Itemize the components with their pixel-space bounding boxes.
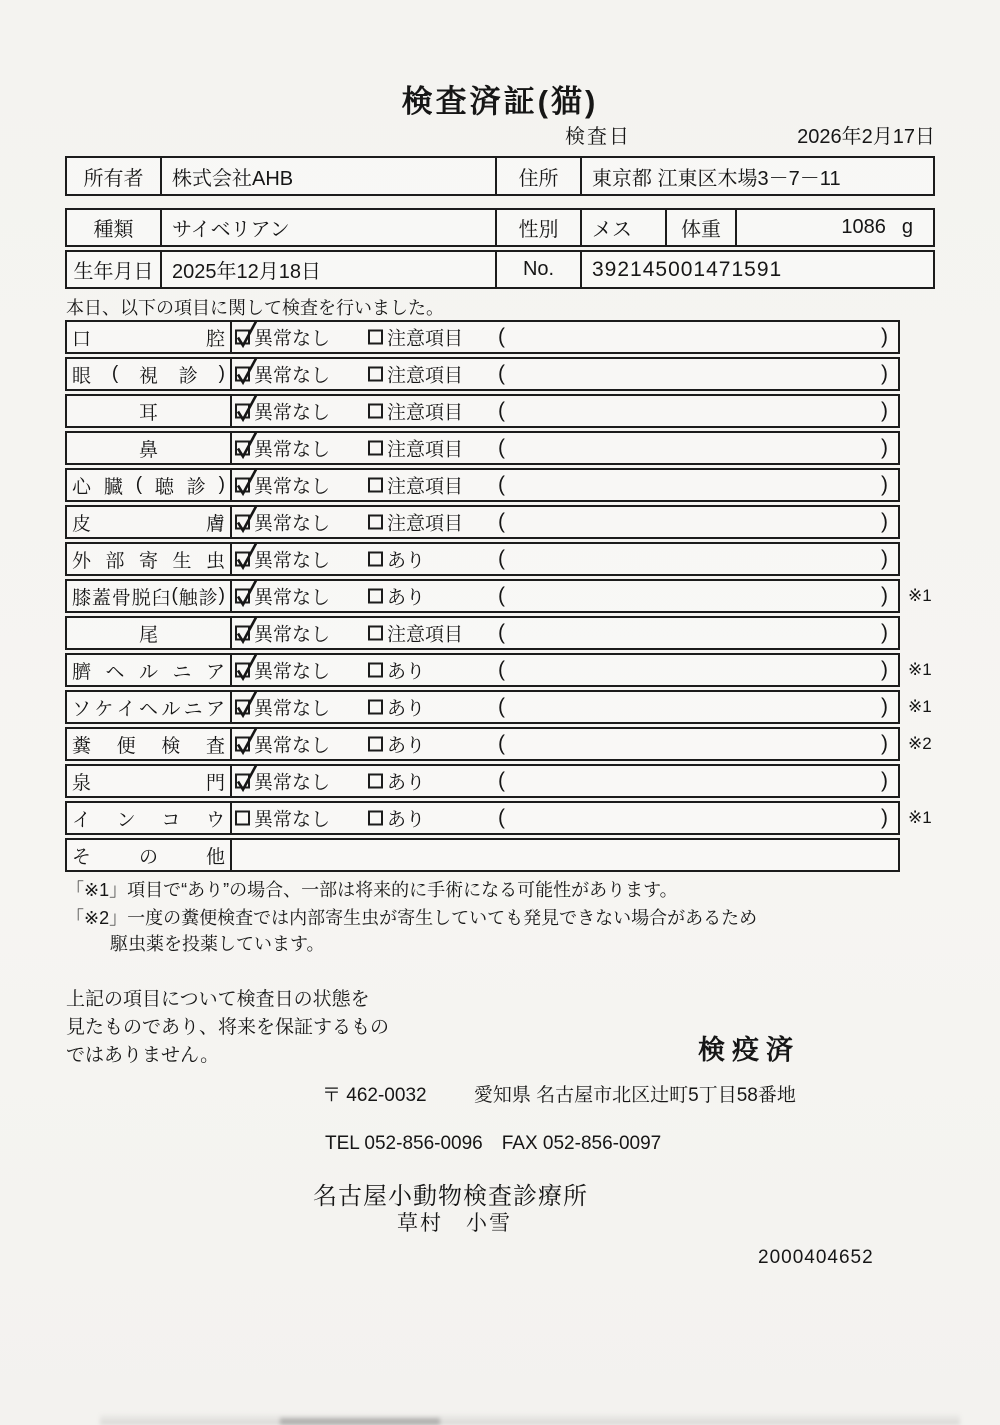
remarks-paren-open: ( [498,769,505,792]
remarks-paren-close: ) [881,658,888,681]
label-char: 査 [205,735,225,757]
exam-option [235,768,330,795]
exam-option [235,435,330,462]
check-mark-icon [234,391,259,424]
exam-row-content [232,470,898,500]
label-char: 腔 [205,328,225,350]
inspection-date-line [65,120,935,146]
owner-row [65,156,935,196]
footnote-2-line1: 「※2」一度の糞便検査では内部寄生虫が寄生していても発見できない場合があるため [66,908,758,928]
check-mark-icon [234,576,259,609]
reference-note: ※1 [908,660,932,679]
label-char: 虫 [205,550,225,572]
label-char: 他 [205,846,225,868]
option-label: あり [387,735,426,757]
exam-row-content [232,766,898,796]
exam-row-content [232,618,898,648]
checked-checkbox [235,737,250,752]
exam-item-label [67,840,232,870]
label-char: 耳 [138,402,158,424]
option-label: 注意項目 [387,365,464,387]
unchecked-checkbox [368,367,383,382]
exam-item-label [67,544,232,574]
option-label: 異常なし [254,402,331,424]
label-char: ソ [72,698,92,720]
exam-row [65,727,932,761]
inspection-date-label: 検査日 [565,126,631,148]
label-char: ニ [172,661,192,683]
clinic-tel-fax: TEL 052-856-0096 FAX 052-856-0097 [325,1133,662,1154]
label-char: 脱 [131,587,151,609]
remarks-paren-close: ) [881,769,888,792]
label-char: ) [218,474,225,495]
unchecked-checkbox [368,404,383,419]
remarks-paren-open: ( [498,436,505,459]
remarks-paren-close: ) [881,399,888,422]
birth-label: 生年月日 [67,252,162,287]
exam-row-content [232,322,898,352]
remarks-paren-close: ) [881,806,888,829]
check-mark-icon [234,761,259,794]
check-mark-icon [234,724,259,757]
exam-option [368,805,425,832]
footnote-1: 「※1」項目で“あり”の場合、一部は将来的に手術になる可能性があります。 [66,880,678,900]
label-char: 触 [178,587,198,609]
option-label: あり [387,772,426,794]
check-mark-icon [234,465,259,498]
label-char: ヘ [138,698,158,720]
remarks-paren-open: ( [498,695,505,718]
checked-checkbox [235,330,250,345]
label-char: ( [111,363,119,384]
remarks-paren-close: ) [881,510,888,533]
checked-checkbox [235,774,250,789]
option-label: 異常なし [254,624,331,646]
option-label: 異常なし [254,365,331,387]
scan-smudge [100,1413,960,1425]
option-label: 異常なし [254,587,331,609]
checked-checkbox [235,552,250,567]
option-label: 異常なし [254,809,331,831]
remarks-paren-close: ) [881,362,888,385]
option-label: あり [387,809,426,831]
remarks-paren-close: ) [881,473,888,496]
label-char: コ [161,809,181,831]
owner-value: 株式会社AHB [162,158,497,194]
exam-row-content [232,655,898,685]
exam-row-content [232,433,898,463]
label-char: ( [135,474,143,495]
checked-checkbox [235,663,250,678]
owner-label: 所有者 [67,158,162,194]
label-char: 糞 [72,735,92,757]
exam-option [235,509,330,536]
label-char: ニ [183,698,203,720]
unchecked-checkbox [368,441,383,456]
option-label: 異常なし [254,328,331,350]
exam-option [368,472,463,499]
label-char: 心 [72,476,92,498]
label-char: ヘ [105,661,125,683]
option-label: 注意項目 [387,439,464,461]
checked-checkbox [235,515,250,530]
remarks-paren-close: ) [881,732,888,755]
exam-option [235,731,330,758]
exam-row [65,801,932,835]
option-label: あり [387,661,426,683]
check-mark-icon [234,502,259,535]
remarks-paren-open: ( [498,547,505,570]
exam-option [235,361,330,388]
exam-item-label [67,396,232,426]
option-label: あり [387,550,426,572]
remarks-paren-close: ) [881,325,888,348]
quarantine-stamp: 検疫済 [698,1035,800,1065]
exam-row [65,394,900,428]
exam-option [368,361,463,388]
unchecked-checkbox [368,663,383,678]
label-char: 診 [198,587,218,609]
exam-option [368,731,425,758]
option-label: あり [387,587,426,609]
footnote-2-line2: 駆虫薬を投薬しています。 [110,934,325,954]
sex-label: 性別 [497,210,582,245]
check-mark-icon [234,613,259,646]
unchecked-checkbox [368,811,383,826]
exam-row [65,468,900,502]
option-label: 注意項目 [387,513,464,535]
checked-checkbox [235,478,250,493]
checked-checkbox [235,589,250,604]
check-mark-icon [234,354,259,387]
exam-option [235,398,330,425]
label-char: 皮 [72,513,92,535]
option-label: あり [387,698,426,720]
exam-row-content [232,581,898,611]
exam-item-label [67,729,232,759]
exam-option [368,435,463,462]
remarks-paren-open: ( [498,584,505,607]
option-label: 異常なし [254,439,331,461]
birth-row [65,250,935,289]
exam-row [65,542,900,576]
exam-row-content [232,359,898,389]
remarks-paren-open: ( [498,399,505,422]
exam-table [65,320,932,875]
no-label: No. [497,252,582,287]
reference-note: ※1 [908,586,932,605]
remarks-paren-open: ( [498,473,505,496]
option-label: 異常なし [254,513,331,535]
disclaimer-line2: 見たものであり、将来を保証するもの [66,1017,390,1038]
exam-row [65,690,932,724]
unchecked-checkbox [368,626,383,641]
unchecked-checkbox [368,515,383,530]
exam-option [235,620,330,647]
label-char: ) [218,363,225,384]
exam-row [65,653,932,687]
exam-row-content [232,507,898,537]
check-mark-icon [234,539,259,572]
exam-item-label [67,581,232,611]
exam-option [235,805,330,832]
exam-option [235,583,330,610]
exam-row [65,838,900,872]
exam-item-label [67,359,232,389]
label-char: ( [171,585,178,606]
exam-option [368,324,463,351]
remarks-paren-close: ) [881,584,888,607]
remarks-paren-close: ) [881,695,888,718]
option-label: 異常なし [254,550,331,572]
breed-value: サイベリアン [162,210,497,245]
exam-item-label [67,766,232,796]
label-char: 部 [105,550,125,572]
check-mark-icon [234,317,259,350]
option-label: 異常なし [254,476,331,498]
remarks-paren-open: ( [498,658,505,681]
label-char: 鼻 [138,439,158,461]
microchip-number: 392145001471591 [592,257,783,281]
reference-note: ※2 [908,734,932,753]
weight-unit: g [901,216,913,238]
exam-item-label [67,470,232,500]
option-label: 異常なし [254,735,331,757]
remarks-paren-close: ) [881,547,888,570]
intro-sentence: 本日、以下の項目に関して検査を行いました。 [66,298,444,318]
exam-row [65,320,900,354]
clinic-address-line [322,1080,796,1107]
inspection-date-value: 2026年2月17日 [797,126,935,148]
disclaimer-line1: 上記の項目について検査日の状態を [66,989,370,1010]
clinic-name: 名古屋小動物検査診療所 [313,1183,588,1210]
exam-row-content [232,840,898,870]
exam-option [235,546,330,573]
checked-checkbox [235,626,250,641]
label-char: 膚 [205,513,225,535]
exam-option [368,398,463,425]
breed-label: 種類 [67,210,162,245]
veterinarian-name: 草村 小雪 [397,1212,512,1235]
label-char: そ [72,846,92,868]
option-label: 異常なし [254,698,331,720]
label-char: イ [116,698,136,720]
exam-row [65,431,900,465]
remarks-paren-open: ( [498,621,505,644]
exam-option [235,657,330,684]
weight-label: 体重 [667,210,737,245]
unchecked-checkbox [368,737,383,752]
exam-option [368,657,425,684]
clinic-address: 愛知県 名古屋市北区辻町5丁目58番地 [473,1085,796,1106]
unchecked-checkbox [235,811,250,826]
exam-option [235,324,330,351]
label-char: 診 [186,476,206,498]
option-label: 注意項目 [387,402,464,424]
exam-item-label [67,803,232,833]
remarks-paren-close: ) [881,436,888,459]
exam-item-label [67,433,232,463]
exam-row-content [232,396,898,426]
disclaimer-line3: ではありません。 [66,1045,220,1066]
label-char: 口 [72,328,92,350]
option-label: 注意項目 [387,476,464,498]
exam-option [368,620,463,647]
exam-item-label [67,692,232,722]
label-char: 寄 [138,550,158,572]
page-title: 検査済証(猫) [401,84,599,119]
address-label: 住所 [497,158,582,194]
exam-row-content [232,729,898,759]
exam-row [65,505,900,539]
address-value: 東京都 江東区木場3－7－11 [592,167,841,190]
exam-option [368,509,463,536]
reference-note: ※1 [908,808,932,827]
label-char: 蓋 [91,587,111,609]
unchecked-checkbox [368,478,383,493]
label-char: ア [205,698,225,720]
label-char: 検 [161,735,181,757]
label-char: 臼 [151,587,171,609]
exam-row-content [232,544,898,574]
remarks-paren-open: ( [498,325,505,348]
remarks-paren-open: ( [498,510,505,533]
remarks-paren-open: ( [498,732,505,755]
sex-value: メス [582,210,667,245]
label-char: 診 [178,365,198,387]
exam-option [368,583,425,610]
serial-number: 2000404652 [758,1247,874,1268]
exam-item-label [67,655,232,685]
check-mark-icon [234,650,259,683]
option-label: 異常なし [254,772,331,794]
label-char: 生 [172,550,192,572]
checked-checkbox [235,367,250,382]
weight-cell [737,210,933,245]
checked-checkbox [235,700,250,715]
exam-row-content [232,692,898,722]
checked-checkbox [235,441,250,456]
label-char: 門 [205,772,225,794]
exam-option [368,694,425,721]
label-char: 骨 [111,587,131,609]
label-char: 尾 [138,624,158,646]
option-label: 注意項目 [387,624,464,646]
clinic-postal-code: 〒 462-0032 [322,1085,427,1106]
unchecked-checkbox [368,774,383,789]
remarks-paren-close: ) [881,621,888,644]
check-mark-icon [234,428,259,461]
exam-option [235,694,330,721]
label-char: ) [218,585,225,606]
exam-row [65,357,900,391]
disclaimer [66,986,389,1070]
label-char: ア [205,661,225,683]
label-char: 便 [116,735,136,757]
label-char: 臍 [72,661,92,683]
label-char: 聴 [154,476,174,498]
label-char: イ [72,809,92,831]
label-char: 膝 [72,587,92,609]
label-char: 泉 [72,772,92,794]
exam-row [65,579,932,613]
exam-item-label [67,322,232,352]
exam-item-label [67,507,232,537]
label-char: 外 [72,550,92,572]
remarks-paren-open: ( [498,806,505,829]
remarks-paren-open: ( [498,362,505,385]
birth-value: 2025年12月18日 [162,252,497,287]
option-label: 注意項目 [387,328,464,350]
exam-row [65,616,900,650]
label-char: ル [138,661,158,683]
exam-item-label [67,618,232,648]
unchecked-checkbox [368,589,383,604]
label-char: ン [116,809,136,831]
exam-option [368,768,425,795]
exam-option [368,546,425,573]
label-char: ウ [205,809,225,831]
label-char: の [138,846,158,868]
weight-value: 1086 [841,216,886,238]
scan-smudge [280,1418,440,1425]
reference-note: ※1 [908,697,932,716]
label-char: 眼 [72,365,92,387]
check-mark-icon [234,687,259,720]
exam-option [235,472,330,499]
unchecked-checkbox [368,700,383,715]
unchecked-checkbox [368,552,383,567]
checked-checkbox [235,404,250,419]
label-char: ル [161,698,181,720]
label-char: 視 [138,365,158,387]
exam-row [65,764,900,798]
label-char: ケ [94,698,114,720]
exam-row-content [232,803,898,833]
option-label: 異常なし [254,661,331,683]
unchecked-checkbox [368,330,383,345]
label-char: 臓 [103,476,123,498]
breed-row [65,208,935,247]
